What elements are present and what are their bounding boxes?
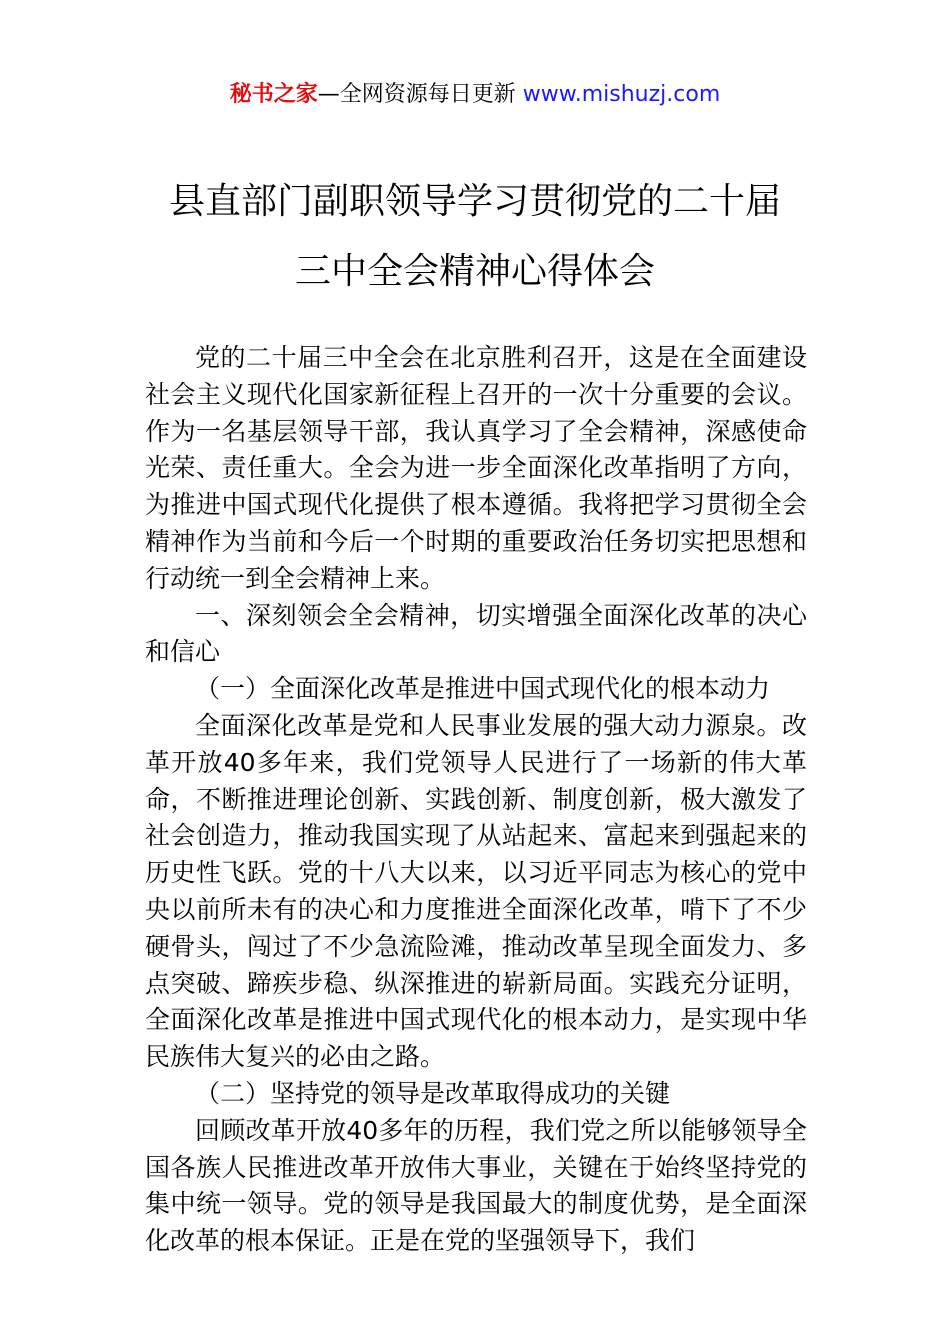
site-brand: 秘书之家 xyxy=(229,82,318,107)
body-paragraph-1: 全面深化改革是党和人民事业发展的强大动力源泉。改革开放40多年来，我们党领导人民进行了一场新的伟大革命，不断推进理论创新、实践创新、制度创新，极大激发了社会创造力，推动我国实现了从站起来、富起来到强起来的历史性飞跃。党的十八大以来，以习近平同志为核心的党中央以前所未有的决心和力度推进全面深化改革，啃下了不少硬骨头，闯过了不少急流险滩，推动改革呈现全面发力、多点突破、蹄疾步稳、纵深推进的崭新局面。实践充分证明，全面深化改革是推进中国式现代化的根本动力，是实现中华民族伟大复兴的必由之路。 xyxy=(145,710,807,1072)
body-paragraph-2: 回顾改革开放40多年的历程，我们党之所以能够领导全国各族人民推进改革开放伟大事业，关键在于始终坚持党的集中统一领导。党的领导是我国最大的制度优势，是全面深化改革的根本保证。正是在党的坚强领导下，我们 xyxy=(145,1115,807,1256)
subsection-heading-2: （二）坚持党的领导是改革取得成功的关键 xyxy=(195,1078,671,1108)
subsection-heading-1: （一）全面深化改革是推进中国式现代化的根本动力 xyxy=(195,674,771,704)
section-heading-1: 一、深刻领会全会精神，切实增强全面深化改革的决心和信心 xyxy=(145,600,807,667)
site-tagline: —全网资源每日更新 xyxy=(317,82,523,107)
document-title-line-1: 县直部门副职领导学习贯彻党的二十届 xyxy=(168,181,781,222)
site-header xyxy=(0,80,950,110)
document-body xyxy=(145,340,807,1260)
intro-paragraph: 党的二十届三中全会在北京胜利召开，这是在全面建设社会主义现代化国家新征程上召开的一次十分重要的会议。作为一名基层领导干部，我认真学习了全会精神，深感使命光荣、责任重大。全会为进一步全面深化改革指明了方向，为推进中国式现代化提供了根本遵循。我将把学习贯彻全会精神作为当前和今后一个时期的重要政治任务切实把思想和行动统一到全会精神上来。 xyxy=(145,343,807,593)
site-url[interactable]: www.mishuzj.com xyxy=(522,82,721,107)
document-title-line-2: 三中全会精神心得体会 xyxy=(294,251,655,292)
